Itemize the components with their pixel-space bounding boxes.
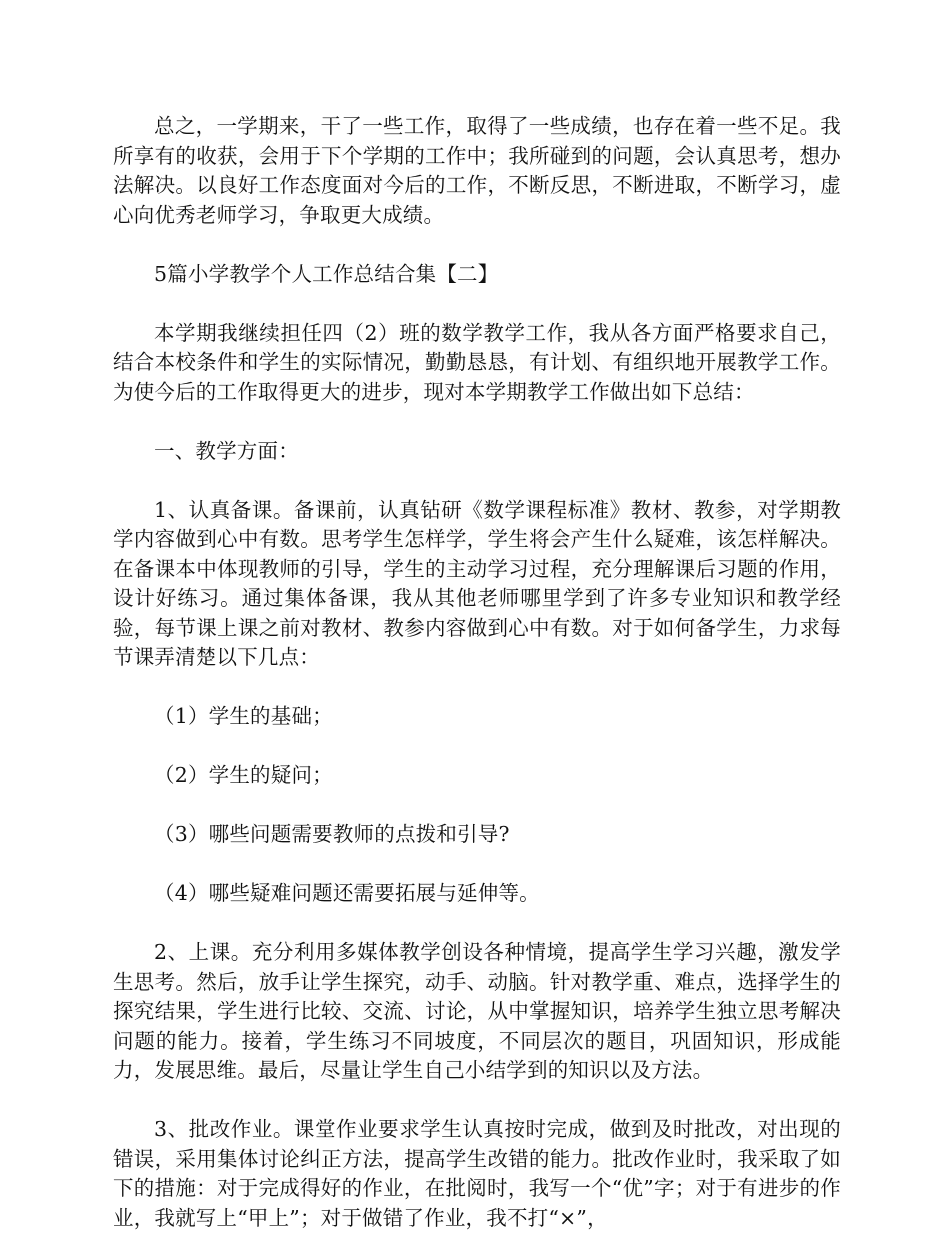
subheading-teaching: 一、教学方面： [154,438,299,463]
list-item-4: （4）哪些疑难问题还需要拓展与延伸等。 [154,881,540,905]
paragraph-homework: 3、批改作业。课堂作业要求学生认真按时完成，做到及时批改，对出现的错误，采用集体讨论纠正方法，提高学生改错的能力。批改作业时，我采取了如下的措施：对于完成得好的作业，在批阅时，我写一个“优”字；对于有进步的作业，我就写上“甲上”；对于做错了作业，我不打“×”， [113,1117,841,1230]
list-item-2: （2）学生的疑问； [154,763,333,787]
list-item-3: （3）哪些问题需要教师的点拨和引导? [154,822,510,846]
paragraph-intro: 本学期我继续担任四（2）班的数学教学工作，我从各方面严格要求自己，结合本校条件和学生的实际情况，勤勤恳恳，有计划、有组织地开展教学工作。为使今后的工作取得更大的进步，现对本学期教学工作做出如下总结： [113,320,841,404]
list-item-1: （1）学生的基础； [154,704,333,728]
paragraph-lesson-prep: 1、认真备课。备课前，认真钻研《数学课程标准》教材、教参，对学期教学内容做到心中有数。思考学生怎样学，学生将会产生什么疑难，该怎样解决。在备课本中体现教师的引导，学生的主动学习过程，充分理解课后习题的作用，设计好练习。通过集体备课，我从其他老师哪里学到了许多专业知识和教学经验，每节课上课之前对教材、教参内容做到心中有数。对于如何备学生，力求每节课弄清楚以下几点： [113,497,841,669]
section-title: 5篇小学教学个人工作总结合集【二】 [154,261,499,286]
paragraph-class: 2、上课。充分利用多媒体教学创设各种情境，提高学生学习兴趣，激发学生思考。然后，放手让学生探究，动手、动脑。针对教学重、难点，选择学生的探究结果，学生进行比较、交流、讨论，从中掌握知识，培养学生独立思考解决问题的能力。接着，学生练习不同坡度，不同层次的题目，巩固知识，形成能力，发展思维。最后，尽量让学生自己小结学到的知识以及方法。 [113,940,841,1082]
paragraph-summary: 总之，一学期来，干了一些工作，取得了一些成绩，也存在着一些不足。我所享有的收获，会用于下个学期的工作中；我所碰到的问题，会认真思考，想办法解决。以良好工作态度面对今后的工作，不断反思，不断进取，不断学习，虚心向优秀老师学习，争取更大成绩。 [113,114,841,227]
document-body [113,112,841,1233]
